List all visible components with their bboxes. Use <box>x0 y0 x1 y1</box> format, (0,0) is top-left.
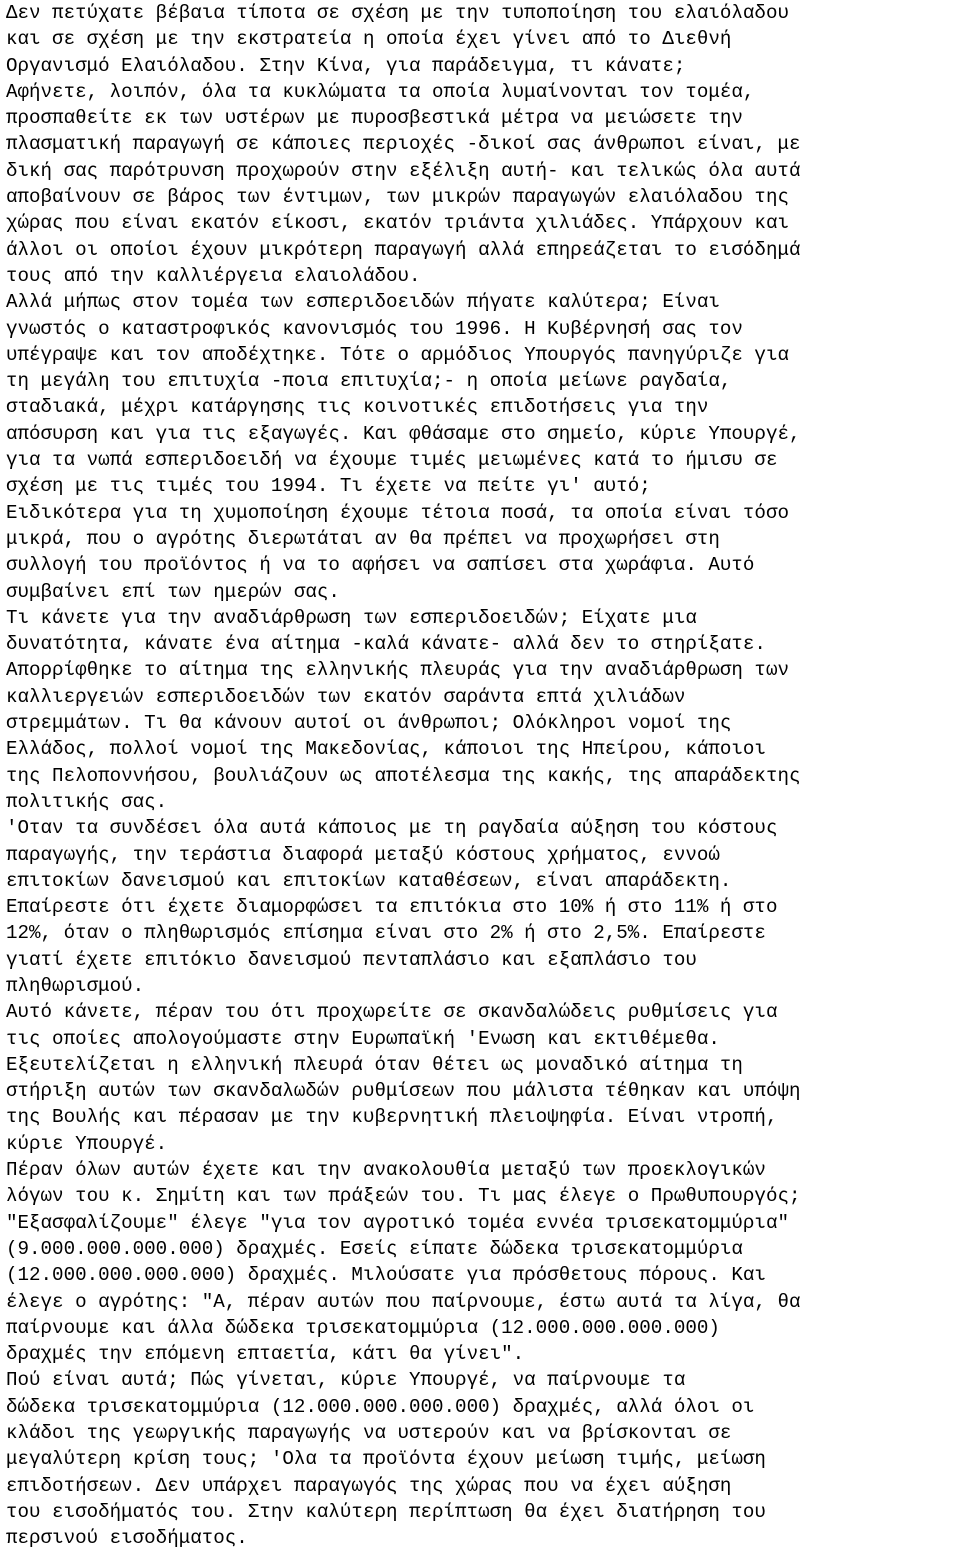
text-line: δυνατότητα, κάνατε ένα αίτημα -καλά κάνατε- αλλά δεν το στηρίξατε. <box>6 633 766 656</box>
text-line: γνωστός ο καταστροφικός κανονισμός του 1996. Η Κυβέρνησή σας τον <box>6 317 743 340</box>
text-line: Ειδικότερα για τη χυμοποίηση έχουμε τέτοια ποσά, τα οποία είναι τόσο <box>6 501 789 524</box>
text-line: υπέγραψε και τον αποδέχτηκε. Τότε ο αρμόδιος Υπουργός πανηγύριζε για <box>6 343 789 366</box>
text-line: συλλογή του προϊόντος ή να το αφήσει να σαπίσει στα χωράφια. Αυτό <box>6 554 755 577</box>
text-line: αποβαίνουν σε βάρος των έντιμων, των μικρών παραγωγών ελαιόλαδου της <box>6 186 789 209</box>
text-line: καλλιεργειών εσπεριδοειδών των εκατόν σαράντα επτά χιλιάδων <box>6 685 686 708</box>
text-line: "Εξασφαλίζουμε" έλεγε "για τον αγροτικό τομέα εννέα τρισεκατομμύρια" <box>6 1211 789 1234</box>
text-line: λόγων του κ. Σημίτη και των πράξεών του. Τι μας έλεγε ο Πρωθυπουργός; <box>6 1185 801 1208</box>
text-line: έλεγε ο αγρότης: "Α, πέραν αυτών που παίρνουμε, έστω αυτά τα λίγα, θα <box>6 1290 801 1313</box>
text-line: γιατί έχετε επιτόκιο δανεισμού πενταπλάσιο και εξαπλάσιο του <box>6 948 697 971</box>
text-line: πληθωρισμού. <box>6 974 145 997</box>
text-line: παραγωγής, την τεράστια διαφορά μεταξύ κόστους χρήματος, εννοώ <box>6 843 720 866</box>
text-line: της Πελοποννήσου, βουλιάζουν ως αποτέλεσμα της κακής, της απαράδεκτης <box>6 764 801 787</box>
text-line: προσπαθείτε εκ των υστέρων με πυροσβεστικά μέτρα να μειώσετε την <box>6 107 743 130</box>
text-line: τη μεγάλη του επιτυχία -ποια επιτυχία;- η οποία μείωνε ραγδαία, <box>6 370 732 393</box>
text-line: παίρνουμε και άλλα δώδεκα τρισεκατομμύρια (12.000.000.000.000) <box>6 1316 720 1339</box>
text-line: σταδιακά, μέχρι κατάργησης τις κοινοτικές επιδοτήσεις για την <box>6 396 709 419</box>
text-line: άλλοι οι οποίοι έχουν μικρότερη παραγωγή αλλά επηρεάζεται το εισόδημά <box>6 238 801 261</box>
text-line: στήριξη αυτών των σκανδαλωδών ρυθμίσεων που μάλιστα τέθηκαν και υπόψη <box>6 1080 801 1103</box>
text-line: Δεν πετύχατε βέβαια τίποτα σε σχέση με την τυποποίηση του ελαιόλαδου <box>6 2 789 24</box>
text-line: πολιτικής σας. <box>6 790 168 813</box>
text-line: χώρας που είναι εκατόν είκοσι, εκατόν τριάντα χιλιάδες. Υπάρχουν και <box>6 212 789 235</box>
text-line: Εξευτελίζεται η ελληνική πλευρά όταν θέτει ως μοναδικό αίτημα τη <box>6 1053 743 1076</box>
text-line: 12%, όταν ο πληθωρισμός επίσημα είναι στο 2% ή στο 2,5%. Επαίρεστε <box>6 922 766 945</box>
text-line: (9.000.000.000.000) δραχμές. Εσείς είπατε δώδεκα τρισεκατομμύρια <box>6 1237 743 1260</box>
text-line: περσινού εισοδήματος. <box>6 1527 248 1550</box>
text-line: Οργανισμό Ελαιόλαδου. Στην Κίνα, για παράδειγμα, τι κάνατε; <box>6 54 686 77</box>
text-line: Πού είναι αυτά; Πώς γίνεται, κύριε Υπουργέ, να παίρνουμε τα <box>6 1369 686 1392</box>
text-line: σχέση με τις τιμές του 1994. Τι έχετε να πείτε γι' αυτό; <box>6 475 651 498</box>
text-line: του εισοδήματός του. Στην καλύτερη περίπτωση θα έχει διατήρηση του <box>6 1500 766 1523</box>
text-line: μεγαλύτερη κρίση τους; 'Ολα τα προϊόντα έχουν μείωση τιμής, μείωση <box>6 1448 766 1471</box>
text-line: Απορρίφθηκε το αίτημα της ελληνικής πλευράς για την αναδιάρθρωση των <box>6 659 789 682</box>
text-line: επιτοκίων δανεισμού και επιτοκίων καταθέσεων, είναι απαράδεκτη. <box>6 869 732 892</box>
text-line: τις οποίες απολογούμαστε στην Ευρωπαϊκή 'Ενωση και εκτιθέμεθα. <box>6 1027 720 1050</box>
text-line: τους από την καλλιέργεια ελαιολάδου. <box>6 264 421 287</box>
text-line: συμβαίνει επί των ημερών σας. <box>6 580 340 603</box>
text-line: για τα νωπά εσπεριδοειδή να έχουμε τιμές μειωμένες κατά το ήμισυ σε <box>6 449 778 472</box>
text-line: δώδεκα τρισεκατομμύρια (12.000.000.000.000) δραχμές, αλλά όλοι οι <box>6 1395 755 1418</box>
text-line: στρεμμάτων. Τι θα κάνουν αυτοί οι άνθρωποι; Ολόκληροι νομοί της <box>6 712 732 735</box>
text-line: δική σας παρότρυνση προχωρούν στην εξέλιξη αυτή- και τελικώς όλα αυτά <box>6 159 801 182</box>
text-line: Τι κάνετε για την αναδιάρθρωση των εσπεριδοειδών; Είχατε μια <box>6 606 697 629</box>
text-line: Αυτό κάνετε, πέραν του ότι προχωρείτε σε σκανδαλώδεις ρυθμίσεις για <box>6 1001 778 1024</box>
text-line: πλασματική παραγωγή σε κάποιες περιοχές -δικοί σας άνθρωποι είναι, με <box>6 133 801 156</box>
text-line: κύριε Υπουργέ. <box>6 1132 168 1155</box>
text-line: Ελλάδος, πολλοί νομοί της Μακεδονίας, κάποιοι της Ηπείρου, κάποιοι <box>6 738 766 761</box>
text-line: Πέραν όλων αυτών έχετε και την ανακολουθία μεταξύ των προεκλογικών <box>6 1159 766 1182</box>
text-line: επιδοτήσεων. Δεν υπάρχει παραγωγός της χώρας που να έχει αύξηση <box>6 1474 732 1497</box>
text-line: και σε σχέση με την εκστρατεία η οποία έχει γίνει από το Διεθνή <box>6 28 732 51</box>
text-line: Επαίρεστε ότι έχετε διαμορφώσει τα επιτόκια στο 10% ή στο 11% ή στο <box>6 896 778 919</box>
text-line: απόσυρση και για τις εξαγωγές. Και φθάσαμε στο σημείο, κύριε Υπουργέ, <box>6 422 801 445</box>
text-line: της Βουλής και πέρασαν με την κυβερνητική πλειοψηφία. Είναι ντροπή, <box>6 1106 778 1129</box>
text-line: δραχμές την επόμενη επταετία, κάτι θα γίνει". <box>6 1343 525 1366</box>
text-line: (12.000.000.000.000) δραχμές. Μιλούσατε για πρόσθετους πόρους. Και <box>6 1264 766 1287</box>
text-line: Αφήνετε, λοιπόν, όλα τα κυκλώματα τα οποία λυμαίνονται τον τομέα, <box>6 80 755 103</box>
text-line: μικρά, που ο αγρότης διερωτάται αν θα πρέπει να προχωρήσει στη <box>6 527 720 550</box>
text-line: 'Οταν τα συνδέσει όλα αυτά κάποιος με τη ραγδαία αύξηση του κόστους <box>6 817 778 840</box>
text-line: Αλλά μήπως στον τομέα των εσπεριδοειδών πήγατε καλύτερα; Είναι <box>6 291 720 314</box>
text-line: κλάδοι της γεωργικής παραγωγής να υστερούν και να βρίσκονται σε <box>6 1422 732 1445</box>
